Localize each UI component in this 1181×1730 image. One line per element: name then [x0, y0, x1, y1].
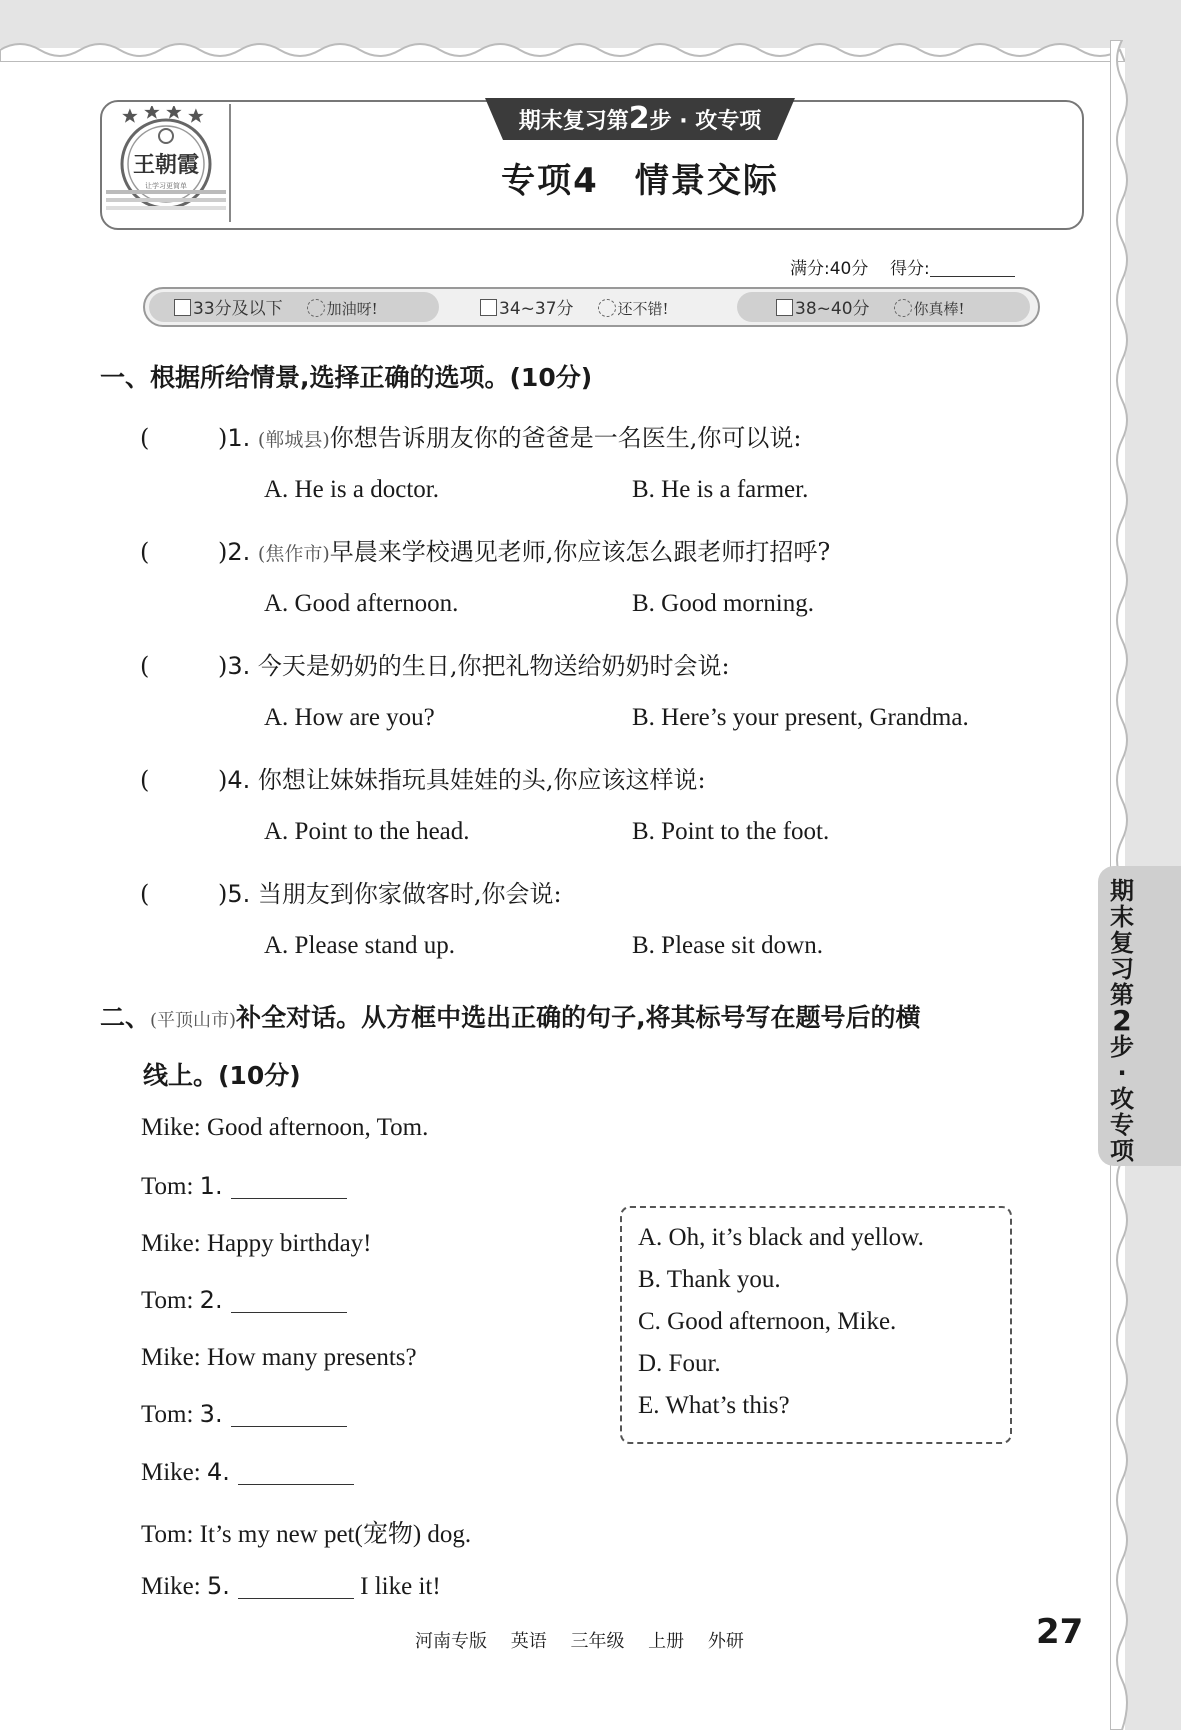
answer-paren[interactable]: (: [140, 424, 150, 452]
answer-blank[interactable]: [231, 1404, 347, 1427]
section1-heading: 一、根据所给情景,选择正确的选项。(10分): [100, 363, 593, 392]
question-4: ( )4. 你想让妹妹指玩具娃娃的头,你应该这样说:: [140, 766, 706, 794]
dialogue-line-8: Tom: It’s my new pet(宠物) dog.: [141, 1521, 472, 1548]
svg-text:让学习更简单: 让学习更简单: [145, 182, 187, 190]
page-number: 27: [1036, 1612, 1084, 1652]
side-tab-label: 期 末 复 习 第 2 步 · 攻 专 项: [1110, 877, 1134, 1165]
section2-heading: 二、(平顶山市)补全对话。从方框中选出正确的句子,将其标号写在题号后的横: [100, 1003, 921, 1032]
svg-text:王朝霞: 王朝霞: [132, 152, 200, 178]
dialogue-line-6: Tom: 3.: [141, 1400, 347, 1429]
answer-blank[interactable]: [238, 1576, 354, 1599]
smile-face-icon: [894, 299, 912, 317]
question-2-option-a: A. Good afternoon.: [264, 590, 459, 617]
question-3: ( )3. 今天是奶奶的生日,你把礼物送给奶奶时会说:: [140, 652, 730, 680]
footer-info: 河南专版 英语 三年级 上册 外研: [415, 1631, 744, 1652]
score-blank[interactable]: [930, 258, 1015, 277]
dialogue-line-7: Mike: 4.: [141, 1458, 354, 1487]
question-3-option-a: A. How are you?: [264, 704, 435, 731]
answer-paren[interactable]: (: [140, 538, 150, 566]
answer-blank[interactable]: [231, 1290, 347, 1313]
section2-heading-line2: 线上。(10分): [143, 1061, 301, 1090]
page-title: 专项4 情景交际: [501, 161, 779, 201]
answer-paren[interactable]: (: [140, 652, 150, 680]
choice-a: A. Oh, it’s black and yellow.: [638, 1224, 924, 1251]
smile-face-icon: [598, 299, 616, 317]
wavy-top-border: [0, 36, 1125, 62]
score-line: 满分:40分 得分:: [790, 254, 1015, 279]
dialogue-line-3: Mike: Happy birthday!: [141, 1230, 372, 1257]
choice-d: D. Four.: [638, 1350, 721, 1377]
dialogue-line-5: Mike: How many presents?: [141, 1344, 417, 1371]
step-label: 期末复习第2步 · 攻专项: [518, 101, 762, 136]
question-1-option-a: A. He is a doctor.: [264, 476, 439, 503]
publisher-logo-seal: [102, 106, 230, 222]
question-2: ( )2. (焦作市)早晨来学校遇见老师,你应该怎么跟老师打招呼?: [140, 538, 831, 566]
question-4-option-b: B. Point to the foot.: [632, 818, 830, 845]
dialogue-line-9: Mike: 5. I like it!: [141, 1572, 441, 1600]
question-5-option-a: A. Please stand up.: [264, 932, 455, 959]
rating-checkbox[interactable]: [174, 299, 191, 316]
question-4-option-a: A. Point to the head.: [264, 818, 470, 845]
question-5-option-b: B. Please sit down.: [632, 932, 823, 959]
choice-c: C. Good afternoon, Mike.: [638, 1308, 897, 1335]
question-1: ( )1. (郸城县)你想告诉朋友你的爸爸是一名医生,你可以说:: [140, 424, 802, 452]
question-1-option-b: B. He is a farmer.: [632, 476, 809, 503]
answer-paren[interactable]: (: [140, 880, 150, 908]
smile-face-icon: [307, 299, 325, 317]
rating-item-low: 33分及以下 加油呀!: [174, 294, 378, 319]
question-5: ( )5. 当朋友到你家做客时,你会说:: [140, 880, 562, 908]
rating-checkbox[interactable]: [776, 299, 793, 316]
rating-item-mid: 34~37分 还不错!: [480, 294, 669, 319]
answer-blank[interactable]: [231, 1176, 347, 1199]
question-2-option-b: B. Good morning.: [632, 590, 814, 617]
rating-checkbox[interactable]: [480, 299, 497, 316]
choice-b: B. Thank you.: [638, 1266, 781, 1293]
question-3-option-b: B. Here’s your present, Grandma.: [632, 704, 969, 731]
answer-blank[interactable]: [238, 1462, 354, 1485]
rating-item-high: 38~40分 你真棒!: [776, 294, 965, 319]
dialogue-line-1: Mike: Good afternoon, Tom.: [141, 1114, 429, 1141]
dialogue-line-4: Tom: 2.: [141, 1286, 347, 1315]
dialogue-line-2: Tom: 1.: [141, 1172, 347, 1201]
choice-e: E. What’s this?: [638, 1392, 790, 1419]
answer-paren[interactable]: (: [140, 766, 150, 794]
